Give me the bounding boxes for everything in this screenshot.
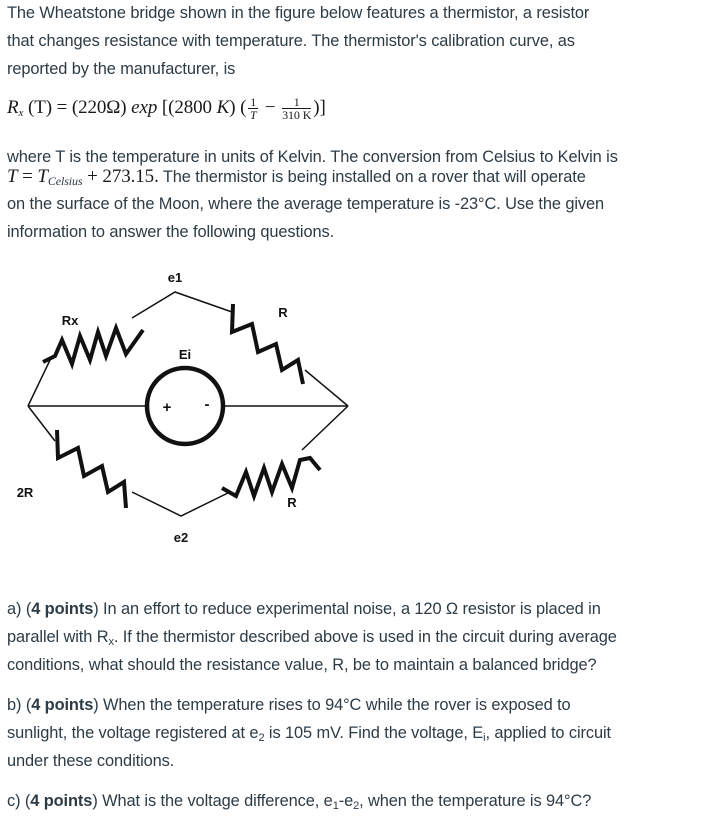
label-Ei: Ei: [178, 347, 192, 362]
formula-sub: x: [18, 106, 24, 119]
qb-l2b: is 105 mV. Find the voltage, E: [264, 724, 484, 742]
frac2-num: 1: [282, 96, 311, 109]
qb-l2a: sunlight, the voltage registered at e: [7, 724, 259, 742]
resistor-R-top: [232, 304, 303, 384]
label-Rx: Rx: [61, 313, 79, 328]
qc-points: 4 points: [30, 792, 93, 810]
T-celsius: T: [37, 166, 48, 187]
eq: =: [17, 166, 38, 187]
question-c-line-1: [7, 792, 591, 811]
qb-l2c: , applied to circuit: [485, 724, 611, 742]
fraction-1-over-T: [248, 96, 258, 121]
formula-lhs: (T) =: [23, 96, 72, 118]
formula-K: K: [216, 96, 230, 118]
qb-prefix: b) (: [7, 696, 32, 714]
frac1-den: T: [249, 108, 257, 122]
question-a-line-1: [7, 600, 601, 619]
formula-exp: exp: [131, 96, 158, 118]
qa-l2b: . If the thermistor described above is used in the circuit during average: [113, 628, 617, 646]
label-e2: e2: [173, 530, 189, 545]
formula-bracket: [(2800: [157, 96, 217, 118]
qa-prefix: a) (: [7, 600, 32, 618]
formula-minus: −: [260, 96, 281, 118]
question-b-line-1: [7, 696, 571, 715]
resistor-R-bottom: [222, 458, 320, 496]
qb-text: ) When the temperature rises to 94°C while the rover is exposed to: [93, 696, 571, 714]
plus-terminal: +: [162, 399, 172, 416]
qc-sub2: 2: [353, 800, 360, 812]
label-R-top: R: [278, 305, 288, 320]
resistor-Rx: [43, 328, 143, 364]
celsius-sub: Celsius: [47, 174, 83, 188]
question-b-line-2: [7, 724, 611, 743]
qc-l1a: ) What is the voltage difference, e: [92, 792, 333, 810]
formula-R: R: [7, 96, 19, 118]
body-line-2: [7, 166, 586, 188]
qa-text: ) In an effort to reduce experimental noise, a 120 Ω resistor is placed in: [93, 600, 601, 618]
qa-l2a: parallel with R: [7, 628, 109, 646]
qc-l1b: , when the temperature is 94°C?: [359, 792, 592, 810]
fraction-1-over-310K: [282, 96, 311, 121]
question-a-line-3: conditions, what should the resistance value, R, be to maintain a balanced bridge?: [7, 656, 597, 674]
intro-line-1: The Wheatstone bridge shown in the figure below features a thermistor, a resistor: [7, 4, 590, 22]
frac2-den: 310 K: [282, 108, 312, 122]
qc-sub1: 1: [332, 800, 339, 812]
body-line-4: information to answer the following questions.: [7, 223, 335, 241]
qb-sub2: i: [483, 732, 486, 744]
qc-prefix: c) (: [7, 792, 31, 810]
qa-sub: x: [108, 636, 114, 648]
minus-terminal: -: [204, 396, 210, 413]
resistor-2R: [57, 430, 126, 508]
question-a-line-2: [7, 628, 617, 647]
label-R-bottom: R: [287, 495, 297, 510]
frac1-num: 1: [250, 95, 257, 109]
formula-close: )]: [313, 96, 326, 118]
qa-points: 4 points: [31, 600, 94, 618]
qb-points: 4 points: [31, 696, 94, 714]
formula-paren: ) (: [229, 96, 247, 118]
intro-line-2: that changes resistance with temperature. The thermistor's calibration curve, as: [7, 32, 575, 50]
wheatstone-bridge-diagram: [0, 260, 370, 550]
formula-coef: (220Ω): [71, 96, 132, 118]
intro-line-3: reported by the manufacturer, is: [7, 60, 236, 78]
voltage-source-icon: [147, 368, 223, 444]
body-line-1: where T is the temperature in units of Kelvin. The conversion from Celsius to Kelvin is: [7, 148, 618, 166]
T-symbol: T: [7, 166, 18, 187]
qc-dash: -e: [338, 792, 354, 810]
question-b-line-3: under these conditions.: [7, 752, 175, 770]
conversion-rest: + 273.15.: [82, 166, 159, 187]
label-2R: 2R: [16, 485, 34, 500]
body-line-3: on the surface of the Moon, where the average temperature is -23°C. Use the given: [7, 195, 605, 213]
label-e1: e1: [167, 270, 183, 285]
body-line-2-text: The thermistor is being installed on a rover that will operate: [158, 168, 586, 186]
calibration-formula: [7, 96, 326, 121]
qb-sub: 2: [258, 732, 265, 744]
